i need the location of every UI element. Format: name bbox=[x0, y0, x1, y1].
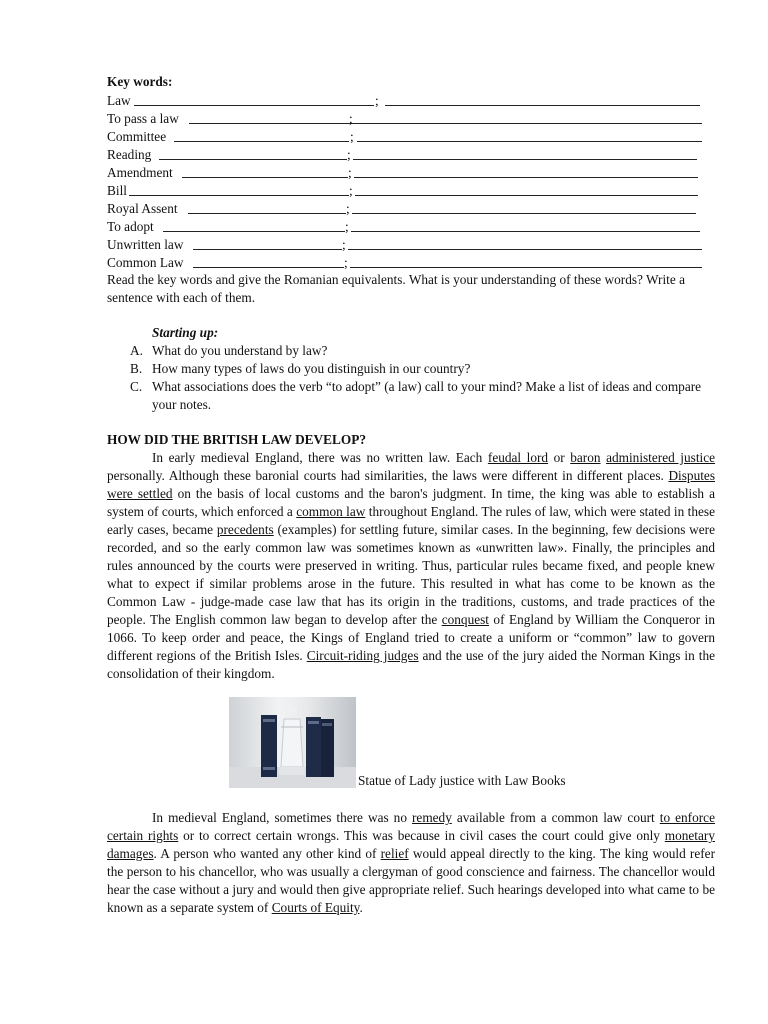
text-run: on the basis of local customs and the baron's judgment. In time, the king was able to establish a system of courts, which enforced a bbox=[107, 486, 715, 519]
list-item bbox=[130, 378, 710, 414]
underlined-term: Circuit-riding judges bbox=[306, 648, 419, 663]
text-run: personally. Although these baronial courts had similarities, the laws were different in different places. bbox=[107, 468, 669, 483]
text-run: of England by William the Conqueror in 1066. To keep order and peace, the Kings of England tried to create a uniform or “common” law to govern different regions of the British Isles. bbox=[107, 612, 715, 663]
key-word-label: To pass a law bbox=[107, 111, 179, 126]
text-run: . A person who wanted any other kind of bbox=[153, 846, 381, 861]
key-word-row bbox=[107, 236, 707, 254]
key-word-row bbox=[107, 254, 707, 272]
text-run: or bbox=[548, 450, 571, 465]
key-word-row bbox=[107, 164, 707, 182]
underlined-term: monetary damages bbox=[107, 828, 715, 861]
separator: ; bbox=[344, 255, 348, 270]
answer-blank[interactable] bbox=[193, 249, 342, 250]
text-run: . bbox=[359, 900, 363, 915]
separator: ; bbox=[349, 183, 353, 198]
lady-justice-illustration bbox=[229, 697, 356, 788]
underlined-term: Courts of Equity bbox=[271, 900, 360, 915]
separator: ; bbox=[346, 201, 350, 216]
separator: ; bbox=[347, 147, 351, 162]
underlined-term: feudal lord bbox=[487, 450, 549, 465]
answer-blank[interactable] bbox=[188, 213, 346, 214]
key-word-label: To adopt bbox=[107, 219, 154, 234]
separator: ; bbox=[342, 237, 346, 252]
list-item-text: What do you understand by law? bbox=[152, 343, 328, 358]
list-item-text: How many types of laws do you distinguish in our country? bbox=[152, 361, 471, 376]
key-word-label: Reading bbox=[107, 147, 152, 162]
text-run: throughout England. The rules of law, which were stated in these early cases, became bbox=[107, 504, 715, 537]
section-heading: HOW DID THE BRITISH LAW DEVELOP? bbox=[107, 432, 366, 447]
answer-blank[interactable] bbox=[385, 105, 700, 106]
answer-blank[interactable] bbox=[134, 105, 374, 106]
answer-blank[interactable] bbox=[350, 267, 702, 268]
key-word-row bbox=[107, 182, 707, 200]
underlined-term: conquest bbox=[441, 612, 489, 627]
separator: ; bbox=[349, 111, 353, 126]
key-word-label: Bill bbox=[107, 183, 127, 198]
underlined-term: Disputes were settled bbox=[107, 468, 715, 501]
key-words-heading: Key words: bbox=[107, 74, 173, 89]
answer-blank[interactable] bbox=[348, 249, 702, 250]
answer-blank[interactable] bbox=[129, 195, 349, 196]
text-run: would appeal directly to the king. The king would refer the person to his chancellor, who was usually a clergyman of good conscience and fairness. The chancellor would hear the case without a jury and would then give appropriate relief. Such hearings developed into what came to be known as a separate system of bbox=[107, 846, 716, 915]
separator: ; bbox=[348, 165, 352, 180]
separator: ; bbox=[350, 129, 354, 144]
text-run: In medieval England, sometimes there was no bbox=[152, 810, 412, 825]
underlined-term: administered justice bbox=[606, 450, 716, 465]
answer-blank[interactable] bbox=[182, 177, 348, 178]
list-item-text: What associations does the verb “to adopt” (a law) call to your mind? Make a list of ideas and compare your notes. bbox=[152, 379, 702, 412]
paragraph-1 bbox=[107, 449, 715, 683]
key-word-row bbox=[107, 110, 707, 128]
answer-blank[interactable] bbox=[351, 231, 700, 232]
separator: ; bbox=[345, 219, 349, 234]
key-word-label: Unwritten law bbox=[107, 237, 184, 252]
paragraph-2 bbox=[107, 809, 715, 917]
answer-blank[interactable] bbox=[357, 123, 702, 124]
text-run: In early medieval England, there was no written law. Each bbox=[152, 450, 488, 465]
paragraph-text bbox=[107, 449, 715, 683]
list-marker: C. bbox=[130, 379, 143, 394]
separator: ; bbox=[375, 93, 379, 108]
answer-blank[interactable] bbox=[352, 213, 696, 214]
answer-blank[interactable] bbox=[355, 195, 698, 196]
list-item bbox=[130, 360, 710, 378]
paragraph-text bbox=[107, 809, 715, 917]
list-marker: B. bbox=[130, 361, 143, 376]
key-words-instruction: Read the key words and give the Romanian equivalents. What is your understanding of these words? Write a sentence with each of them. bbox=[107, 272, 685, 305]
list-marker: A. bbox=[130, 343, 143, 358]
key-word-row bbox=[107, 128, 707, 146]
starting-up-heading: Starting up: bbox=[152, 325, 219, 340]
list-item bbox=[130, 342, 710, 360]
text-run: and the use of the jury aided the Norman Kings in the consolidation of their kingdom. bbox=[107, 648, 715, 681]
text-run: (examples) for settling future, similar cases. In the beginning, few decisions were recorded, and so the early common law was sometimes known as «unwritten law». Finally, the principles and rules announced by the courts were preserved in writing. Thus, particular rules became fixed, and people knew what to expect if similar problems arose in the future. This resulted in what has come to be known as the Common Law - judge-made case law that has its origin in the traditions, customs, and trade practices of the people. The English common law began to develop after the bbox=[107, 522, 716, 627]
starting-up-list bbox=[130, 342, 710, 414]
text-run: available from a common law court bbox=[451, 810, 660, 825]
underlined-term: precedents bbox=[216, 522, 274, 537]
key-word-label: Royal Assent bbox=[107, 201, 178, 216]
answer-blank[interactable] bbox=[357, 141, 702, 142]
key-word-row bbox=[107, 200, 707, 218]
image-caption: Statue of Lady justice with Law Books bbox=[358, 773, 566, 788]
key-word-row bbox=[107, 218, 707, 236]
key-word-row bbox=[107, 146, 707, 164]
answer-blank[interactable] bbox=[193, 267, 344, 268]
key-word-label: Common Law bbox=[107, 255, 184, 270]
answer-blank[interactable] bbox=[159, 159, 347, 160]
answer-blank[interactable] bbox=[353, 159, 697, 160]
underlined-term: baron bbox=[570, 450, 601, 465]
lady-justice-photo bbox=[229, 697, 356, 788]
answer-blank[interactable] bbox=[354, 177, 698, 178]
text-run: or to correct certain wrongs. This was because in civil cases the court could give only bbox=[178, 828, 665, 843]
answer-blank[interactable] bbox=[174, 141, 349, 142]
underlined-term: common law bbox=[296, 504, 366, 519]
underlined-term: to enforce certain rights bbox=[107, 810, 715, 843]
key-word-row bbox=[107, 92, 707, 110]
underlined-term: remedy bbox=[411, 810, 452, 825]
answer-blank[interactable] bbox=[163, 231, 345, 232]
key-word-label: Law bbox=[107, 93, 131, 108]
key-word-label: Committee bbox=[107, 129, 167, 144]
key-word-label: Amendment bbox=[107, 165, 173, 180]
underlined-term: relief bbox=[380, 846, 409, 861]
